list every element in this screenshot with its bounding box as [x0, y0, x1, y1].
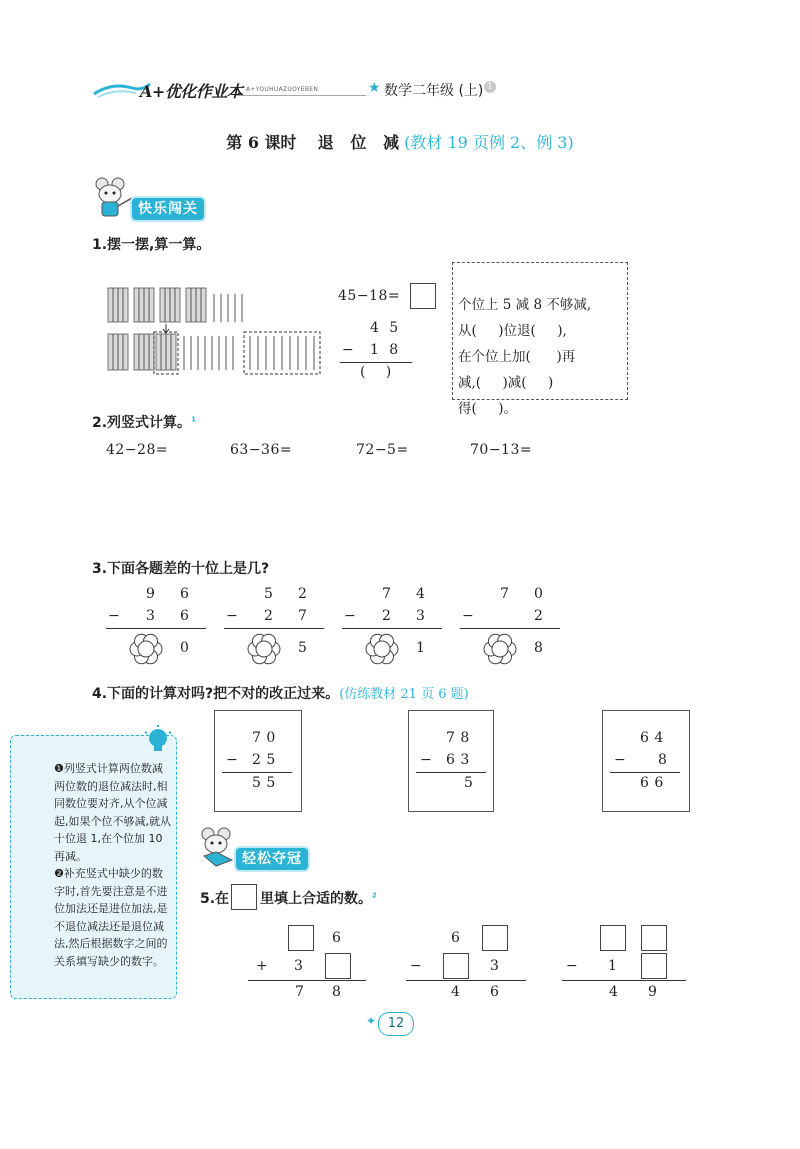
page-title	[0, 130, 800, 153]
q5-rule	[562, 980, 686, 981]
q4-top: 7 0	[252, 730, 276, 746]
q3-digit: 2	[264, 608, 274, 624]
q4-top: 7 8	[446, 730, 470, 746]
header-rule	[236, 95, 366, 96]
q5-digit: 9	[648, 984, 658, 1000]
q1-answer-box[interactable]	[410, 283, 436, 309]
lesson-number: 第 6 课时	[226, 133, 297, 152]
q4-result: 6 6	[640, 775, 664, 791]
q5-digit: 8	[332, 984, 342, 1000]
q5-blank-box[interactable]	[600, 925, 626, 951]
q4-op: −	[614, 752, 627, 768]
grade-label: 数学二年级 (上)	[384, 83, 484, 99]
q3-rule	[342, 628, 442, 629]
counting-sticks-illustration	[104, 280, 326, 380]
q4-rule	[416, 772, 486, 773]
q1-hint-line: 个位上 5 减 8 不够减,	[458, 297, 592, 313]
q1-vertical-rule	[340, 362, 412, 363]
page-number: 12	[378, 1012, 414, 1036]
q4-result: 5	[464, 775, 474, 791]
q1-vertical-bottom: 1 8	[370, 342, 399, 358]
q3-heading: 3.下面各题差的十位上是几?	[92, 561, 270, 577]
q5-digit: 6	[490, 984, 500, 1000]
q5-blank-box[interactable]	[641, 953, 667, 979]
q3-digit: 5	[264, 586, 274, 602]
q3-op: −	[462, 608, 475, 624]
brand-logo-text: A+优化作业本	[140, 82, 243, 101]
q3-digit: 7	[382, 586, 392, 602]
q2-heading	[92, 412, 196, 432]
lightbulb-icon	[142, 724, 176, 754]
lesson-topic: 退 位 减	[317, 133, 400, 152]
q4-bottom: 2 5	[252, 752, 276, 768]
q2-heading-text: 2.列竖式计算。	[92, 415, 192, 431]
q5-digit: 3	[490, 958, 500, 974]
footnote-marker: 1	[191, 415, 196, 424]
q3-digit: 6	[180, 608, 190, 624]
section-banner-kuaile: 快乐闯关	[132, 198, 204, 220]
q1-hint-text	[458, 266, 591, 448]
flower-answer-icon[interactable]	[128, 631, 164, 667]
section-banner-qingsong: 轻松夺冠	[236, 848, 308, 870]
q3-op: −	[108, 608, 121, 624]
tip-text	[54, 760, 172, 970]
q4-top: 6 4	[640, 730, 664, 746]
q3-digit: 2	[298, 586, 308, 602]
q5-heading-post	[260, 888, 377, 908]
q3-op: −	[226, 608, 239, 624]
q3-op: −	[344, 608, 357, 624]
q1-vertical-result[interactable]: ( )	[360, 364, 392, 380]
q3-rule	[460, 628, 560, 629]
q5-heading-box	[231, 884, 257, 910]
q1-vertical-top: 4 5	[370, 320, 399, 336]
q5-blank-box[interactable]	[482, 925, 508, 951]
q5-digit: 7	[295, 984, 305, 1000]
tip-line: ❶列竖式计算两位数减两位数的退位减法时,相同数位要对齐,从个位减起,如果个位不够减,就从十位退 1,在个位加 10 再减。	[54, 762, 171, 863]
q1-hint-line[interactable]: 减,( )减( )	[458, 375, 554, 391]
q1-hint-line[interactable]: 得( )。	[458, 401, 517, 417]
q1-hint-line[interactable]: 从( )位退( ),	[458, 323, 567, 339]
q3-ones-digit: 8	[534, 640, 544, 656]
q5-op: −	[566, 958, 579, 974]
q5-digit: 3	[294, 958, 304, 974]
sparkle-icon: ✦	[366, 1014, 377, 1028]
q5-heading-pre: 5.在	[200, 891, 230, 907]
q3-rule	[224, 628, 324, 629]
mouse-mascot-icon	[92, 176, 134, 220]
q2-item: 42−28=	[106, 442, 169, 458]
q4-bottom: 8	[658, 752, 668, 768]
q4-reference: (仿练教材 21 页 6 题)	[339, 687, 469, 702]
q3-digit: 3	[146, 608, 156, 624]
q1-vertical-op: −	[342, 342, 355, 358]
q4-result: 5 5	[252, 775, 276, 791]
q3-digit: 7	[500, 586, 510, 602]
q3-rule	[106, 628, 206, 629]
q4-op: −	[420, 752, 433, 768]
q5-rule	[248, 980, 366, 981]
q5-blank-box[interactable]	[641, 925, 667, 951]
q1-equation: 45−18=	[338, 288, 401, 304]
q5-digit: 6	[451, 930, 461, 946]
q5-digit: 6	[332, 930, 342, 946]
q4-rule	[610, 772, 680, 773]
q1-hint-line[interactable]: 在个位上加( )再	[458, 349, 576, 365]
q2-item: 70−13=	[470, 442, 533, 458]
grade-badge: 1	[484, 81, 496, 93]
lesson-reference: (教材 19 页例 2、例 3)	[404, 133, 574, 152]
flower-answer-icon[interactable]	[364, 631, 400, 667]
q5-blank-box[interactable]	[288, 925, 314, 951]
q5-blank-box[interactable]	[325, 953, 351, 979]
tip-line: ❷补充竖式中缺少的数字时,首先要注意是不进位加法还是进位加法,是不退位减法还是退位减法,然后根据数字之间的关系填写缺少的数字。	[54, 867, 168, 968]
flower-answer-icon[interactable]	[246, 631, 282, 667]
q3-digit: 7	[298, 608, 308, 624]
q3-digit: 9	[146, 586, 156, 602]
q3-digit: 2	[534, 608, 544, 624]
q5-digit: 4	[451, 984, 461, 1000]
q3-digit: 3	[416, 608, 426, 624]
q3-digit: 0	[534, 586, 544, 602]
q2-item: 72−5=	[356, 442, 409, 458]
flower-answer-icon[interactable]	[482, 631, 518, 667]
q3-digit: 6	[180, 586, 190, 602]
q3-ones-digit: 5	[298, 640, 308, 656]
q5-digit: 1	[608, 958, 618, 974]
q3-ones-digit: 0	[180, 640, 190, 656]
q5-heading-text: 里填上合适的数。	[260, 891, 372, 907]
q5-digit: 4	[609, 984, 619, 1000]
mouse-mascot-icon	[196, 826, 240, 870]
q3-digit: 2	[382, 608, 392, 624]
q2-item: 63−36=	[230, 442, 293, 458]
q3-digit: 4	[416, 586, 426, 602]
q5-blank-box[interactable]	[443, 953, 469, 979]
q5-op: +	[256, 958, 269, 974]
q3-ones-digit: 1	[416, 640, 426, 656]
q5-op: −	[410, 958, 423, 974]
brand-subtitle: A+YOUHUAZUOYEBEN	[246, 86, 319, 93]
star-icon: ★	[368, 80, 381, 96]
q4-heading-text: 4.下面的计算对吗?把不对的改正过来。	[92, 686, 340, 702]
q4-op: −	[226, 752, 239, 768]
q5-rule	[406, 980, 526, 981]
q1-heading: 1.摆一摆,算一算。	[92, 237, 211, 253]
q4-rule	[222, 772, 292, 773]
footnote-marker: 2	[372, 891, 377, 900]
q4-heading	[92, 683, 469, 703]
q4-bottom: 6 3	[446, 752, 470, 768]
